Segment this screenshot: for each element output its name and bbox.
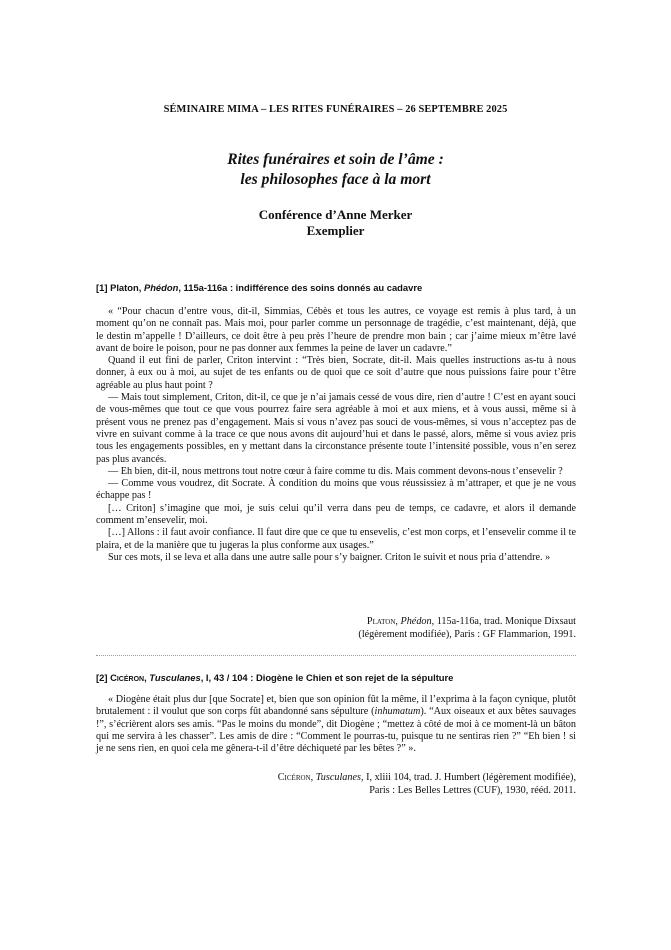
handout-line: Exemplier xyxy=(306,223,365,238)
section-1-paragraph: « “Pour chacun d’entre vous, dit-il, Simmias, Cébès et tous les autres, ce voyage est remis à plus tard, à un moment qu’on ne connaît pas. Mais moi, pour parler comme un personnage de tragédie, c’est maintenant, déjà, que le destin m’appelle ! D’ailleurs, ce doit être à peu près l’heure de prendre mon bain ; car j’aime mieux m’être lavé avant de boire le poison, pour ne pas donner aux femmes la peine de laver un cadavre.” xyxy=(96,306,576,354)
section-1-paragraph: […] Allons : il faut avoir confiance. Il faut dire que ce que tu ensevelis, c’est mon corps, et l’ensevelir comme il te plaira, et de la manière que tu jugeras la plus conforme aux usages.” xyxy=(96,527,576,551)
section-2-reference xyxy=(96,771,576,797)
section-2-work: Tusculanes xyxy=(149,672,201,683)
reference-work: Tusculanes xyxy=(315,772,361,783)
section-1-locus: , 115a-116a : indifférence des soins donnés au cadavre xyxy=(178,282,423,293)
reference-author: Platon, xyxy=(366,616,398,627)
section-2-reference-line-2: Paris : Les Belles Lettres (CUF), 1930, rééd. 2011. xyxy=(369,785,576,796)
section-2-reference-line-1 xyxy=(96,771,576,784)
section-1-paragraph: — Eh bien, dit-il, nous mettrons tout notre cœur à faire comme tu dis. Mais comment devons-nous t’ensevelir ? xyxy=(108,465,563,477)
section-1-reference-line-1 xyxy=(96,615,576,628)
title-line-1: Rites funéraires et soin de l’âme : xyxy=(227,151,444,168)
section-1-reference-line-2: (légèrement modifiée), Paris : GF Flammarion, 1991. xyxy=(358,629,576,640)
subtitle-block xyxy=(0,207,671,239)
reference-details: , 115a-116a, trad. Monique Dixsaut xyxy=(431,616,576,627)
section-2-number: [2] xyxy=(96,672,108,683)
section-1-number: [1] xyxy=(96,282,108,293)
quote-text: ). “Aux oiseaux et aux bêtes sauvages !”, s’écrièrent alors ses amis. “Pas le moins du monde”, dit Diogène ; “mettez à côté de moi à ce moment-là un bâton qui me servira à les chasser”. Les amis de dire : “Comment le pourras-tu, puisque tu ne sentiras rien ?” “Eh bien ! si je ne sens rien, en quoi cela me gênera-t-il d’être déchiqueté par les bêtes ?” ». xyxy=(96,706,576,755)
section-2-author: Cicéron, xyxy=(110,672,147,683)
section-1-paragraph: [… Criton] s’imagine que moi, je suis celui qu’il verra dans peu de temps, ce cadavre, et alors il demande comment m’ensevelir, moi. xyxy=(96,502,576,527)
latin-term: inhumatum xyxy=(374,706,421,718)
reference-author: Cicéron, xyxy=(277,772,314,783)
title-line-2: les philosophes face à la mort xyxy=(240,171,431,188)
conference-line: Conférence d’Anne Merker xyxy=(258,207,413,222)
section-1-quote xyxy=(96,306,576,564)
section-1-paragraph: Quand il eut fini de parler, Criton intervint : “Très bien, Socrate, dit-il. Mais quelles instructions as-tu à nous donner, à eux ou à moi, au sujet de tes enfants ou de quoi que ce soit d’autre que nous puissions faire pour t’être agréable au plus haut point ? xyxy=(96,355,576,391)
section-2-heading xyxy=(96,672,576,683)
section-1-paragraph: Sur ces mots, il se leva et alla dans une autre salle pour s’y baigner. Criton le suivit et nous pria d’attendre. » xyxy=(108,551,551,563)
seminar-header: SÉMINAIRE MIMA – LES RITES FUNÉRAIRES – 26 SEPTEMBRE 2025 xyxy=(163,104,508,115)
section-divider xyxy=(96,655,576,656)
quote-text: « Diogène était plus dur [que Socrate] et, bien que son opinion fût la même, il l’exprima à la façon cynique, plutôt brutalement : il voulut que son corps fût abandonné sans sépulture ( xyxy=(96,694,576,718)
section-1-paragraph: — Comme vous voudrez, dit Socrate. À condition du moins que vous réussissiez à m’attraper, et que je ne vous échappe pas ! xyxy=(96,478,576,502)
section-1-heading xyxy=(96,282,576,293)
section-1-paragraph: — Mais tout simplement, Criton, dit-il, ce que je n’ai jamais cessé de vous dire, rien d’autre ! C’est en ayant souci de vous-mêmes que tout ce que vous pourrez faire sera agréable à moi et aux miens, et à vous aussi, même si à présent vous ne prenez pas d’engagement. Mais si vous n’avez pas souci de vous-mêmes, si vous n’acceptez pas de vivre en suivant comme à la trace ce que nous avons dit aujourd’hui et dans le passé, alors, même si vous aviez pris tous les engagements possibles, en y mettant dans la circonstance présente toute l’intensité possible, vous n’en serez pas plus avancés. xyxy=(96,392,576,465)
section-1-work: Phédon xyxy=(143,282,179,293)
reference-details: , I, xliii 104, trad. J. Humbert (légèrement modifiée), xyxy=(360,772,576,783)
section-2-quote xyxy=(96,694,576,755)
section-2-paragraph xyxy=(96,694,576,755)
section-1-author: Platon, xyxy=(110,282,142,293)
section-1-reference xyxy=(96,615,576,641)
section-2-locus: , I, 43 / 104 : Diogène le Chien et son rejet de la sépulture xyxy=(200,672,454,683)
document-title xyxy=(0,150,671,190)
reference-work: Phédon xyxy=(400,616,432,627)
